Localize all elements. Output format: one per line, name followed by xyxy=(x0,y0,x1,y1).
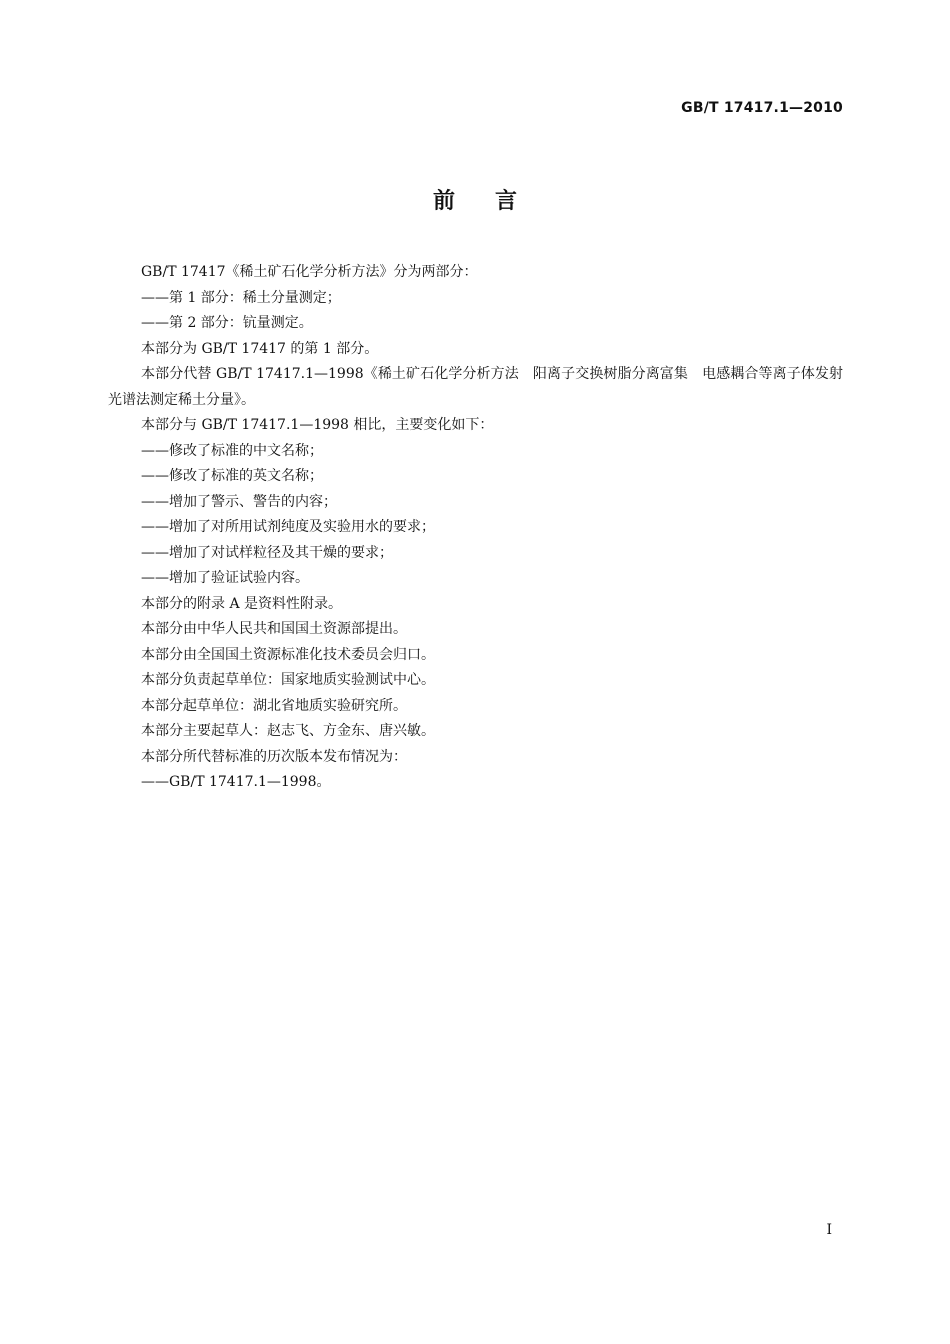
list-item: ——修改了标准的英文名称； xyxy=(141,468,323,484)
page-number: I xyxy=(826,1222,832,1238)
foreword-body xyxy=(108,260,843,796)
list-item: ——增加了对所用试剂纯度及实验用水的要求； xyxy=(141,519,435,535)
page-title: 前言 xyxy=(432,189,557,214)
list-item: ——增加了对试样粒径及其干燥的要求； xyxy=(141,544,393,561)
paragraph: 本部分为 GB/T 17417 的第 1 部分。 xyxy=(141,340,379,357)
list-item: ——修改了标准的中文名称； xyxy=(141,442,323,459)
standard-number: GB/T 17417.1—2010 xyxy=(681,100,843,116)
paragraph: 本部分起草单位：湖北省地质实验研究所。 xyxy=(141,697,407,714)
paragraph: GB/T 17417《稀土矿石化学分析方法》分为两部分： xyxy=(141,264,478,280)
list-item: ——GB/T 17417.1—1998。 xyxy=(141,774,331,790)
list-item: ——增加了警示、警告的内容； xyxy=(141,493,337,510)
paragraph: 本部分的附录 A 是资料性附录。 xyxy=(141,595,343,612)
list-item: ——第 2 部分：钪量测定。 xyxy=(141,315,313,331)
paragraph: 本部分代替 GB/T 17417.1—1998《稀土矿石化学分析方法 阳离子交换树脂分离富集 电感耦合等离子体发射光谱法测定稀土分量》。 xyxy=(108,366,843,408)
list-item: ——增加了验证试验内容。 xyxy=(141,570,309,586)
paragraph: 本部分所代替标准的历次版本发布情况为： xyxy=(141,748,407,765)
paragraph: 本部分由中华人民共和国国土资源部提出。 xyxy=(141,621,407,637)
paragraph: 本部分与 GB/T 17417.1—1998 相比，主要变化如下： xyxy=(141,417,494,433)
paragraph: 本部分负责起草单位：国家地质实验测试中心。 xyxy=(141,672,435,688)
list-item: ——第 1 部分：稀土分量测定； xyxy=(141,289,341,306)
paragraph: 本部分主要起草人：赵志飞、方金东、唐兴敏。 xyxy=(141,723,435,739)
paragraph: 本部分由全国国土资源标准化技术委员会归口。 xyxy=(141,646,435,663)
